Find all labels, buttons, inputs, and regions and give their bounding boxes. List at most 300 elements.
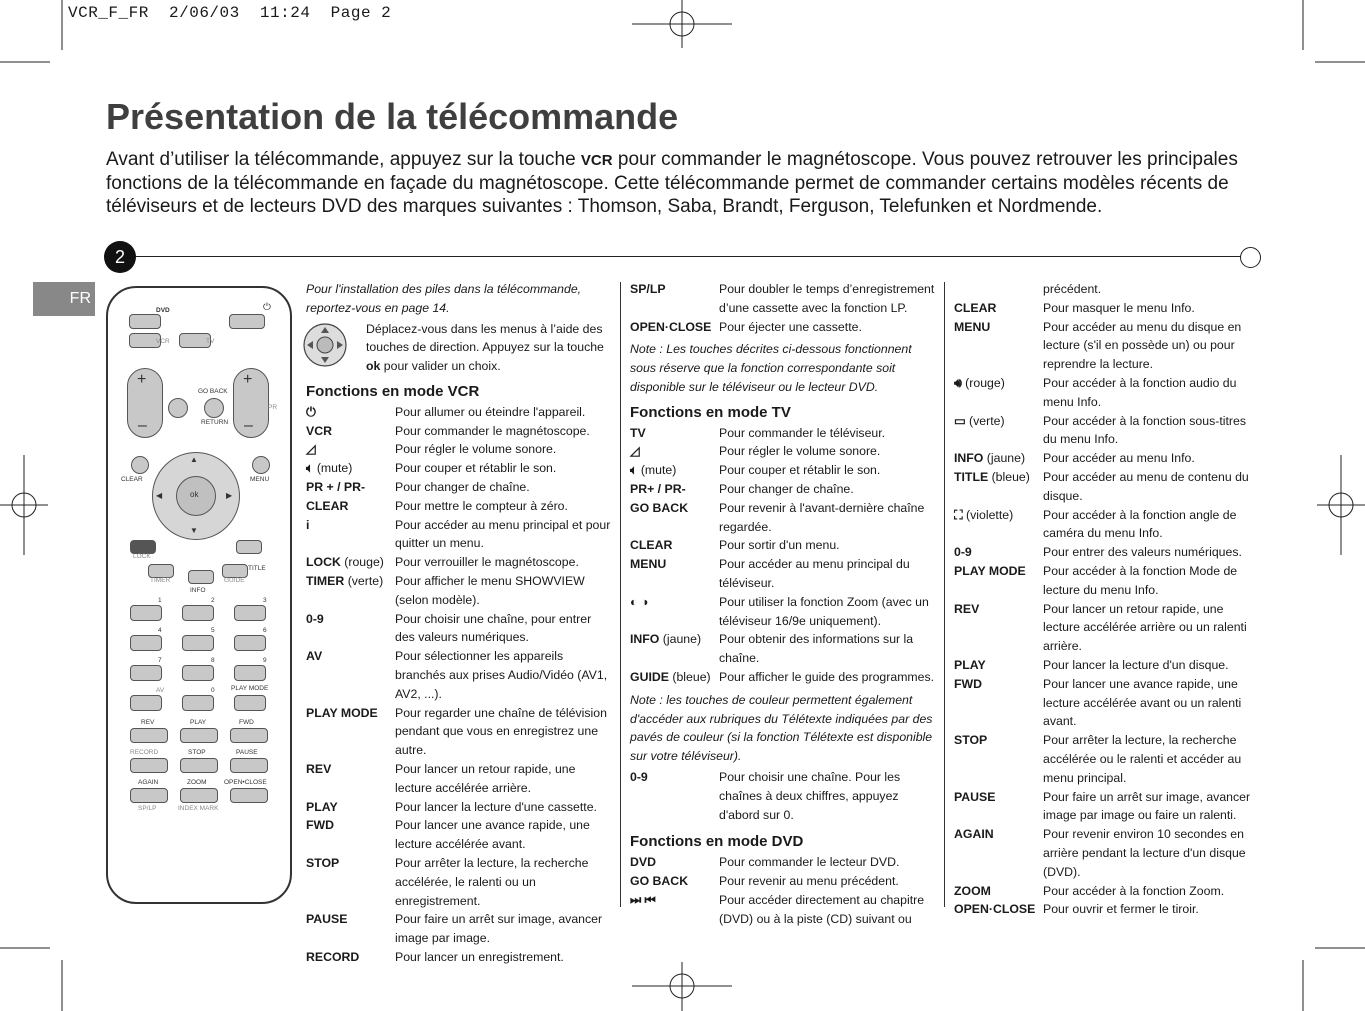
function-key-label: TV (630, 425, 646, 440)
function-key (306, 459, 395, 478)
function-key-label: PAUSE (954, 789, 996, 804)
function-key (954, 299, 1043, 318)
function-key (306, 910, 395, 948)
column-vcr-functions (306, 280, 614, 967)
navigation-ok-key: ok (366, 359, 381, 374)
function-description: Pour faire un arrêt sur image, avancer image par image ou faire un ralenti. (1043, 789, 1251, 823)
remote-rev-button (130, 728, 168, 743)
function-description: Pour lancer la lecture d'une cassette. (395, 799, 597, 814)
function-key (306, 403, 395, 422)
function-key (630, 480, 719, 499)
function-key (954, 825, 1043, 881)
function-key-color-note: (bleue) (991, 469, 1030, 484)
function-row (306, 948, 614, 967)
function-row (954, 299, 1262, 318)
function-key-label: CLEAR (306, 498, 349, 513)
function-key-label: MENU (954, 319, 991, 334)
function-description: Pour commander le lecteur DVD. (719, 855, 900, 870)
function-description: Pour arrêter la lecture, la recherche accélérée, le ralenti ou un enregistrement. (395, 855, 589, 908)
function-key-label: GO BACK (630, 500, 689, 515)
remote-play-button (180, 728, 218, 743)
function-key-label: ◿ (630, 444, 640, 459)
function-row (630, 630, 936, 668)
function-key-label: PLAY (306, 799, 338, 814)
function-key-label: OPEN·CLOSE (630, 319, 712, 334)
function-row (306, 553, 614, 572)
function-row (306, 440, 614, 459)
function-key-label: FWD (306, 818, 334, 833)
function-description: Pour revenir à l'avant-dernière chaîne regardée. (719, 500, 925, 534)
function-key-label: RECORD (306, 949, 360, 964)
direction-pad-icon (306, 320, 372, 370)
remote-label-fwd: FWD (239, 719, 254, 726)
function-description: Pour accéder à la fonction Zoom. (1043, 883, 1225, 898)
function-key (306, 948, 395, 967)
remote-minus-icon: – (138, 417, 147, 434)
function-description: Pour accéder au menu de contenu du disque. (1043, 469, 1249, 503)
function-key-color-note: (violette) (966, 507, 1014, 522)
function-key-color-note: (verte) (347, 573, 384, 588)
remote-label-6: 6 (263, 627, 267, 634)
remote-goback-button (204, 398, 224, 418)
function-row (306, 816, 614, 854)
remote-label-open-close: OPEN•CLOSE (224, 779, 267, 786)
function-key (306, 478, 395, 497)
function-key (630, 668, 719, 687)
function-key-label: VCR (306, 423, 332, 438)
function-description: Pour arrêter la lecture, la recherche accélérée ou le ralenti et accéder au menu principal. (1043, 733, 1242, 785)
function-key-color-note: (rouge) (344, 555, 384, 570)
intro-key-vcr: VCR (580, 152, 613, 169)
remote-fwd-button (230, 728, 268, 743)
function-row (630, 891, 936, 929)
function-description: Pour revenir environ 10 secondes en arrière pendant la lecture d'un disque (DVD). (1043, 827, 1246, 879)
function-key-label: INFO (630, 632, 660, 647)
function-description: Pour sortir d'un menu. (719, 538, 840, 553)
function-description: Pour revenir au menu précédent. (719, 873, 899, 888)
function-key-label: AGAIN (954, 827, 994, 842)
note-color-keys: Note : les touches de couleur permettent également d'accéder aux rubriques du Télétexte indiquées par des pavés de couleur (si la fonction Télétexte est disponible sur votre téléviseur). (630, 692, 933, 764)
remote-label-1: 1 (158, 597, 162, 604)
remote-dvd-button (129, 314, 161, 329)
function-row (630, 318, 936, 337)
function-key-color-note: (jaune) (986, 451, 1026, 466)
remote-label-av: AV (156, 687, 165, 694)
function-key-label: MENU (630, 557, 667, 572)
function-description: Pour mettre le compteur à zéro. (395, 498, 568, 513)
function-key (630, 853, 719, 872)
navigation-text-end: pour valider un choix. (380, 359, 501, 374)
function-key-label: PR + / PR- (306, 479, 366, 494)
function-description: précédent. (1043, 282, 1102, 296)
function-key (954, 449, 1043, 468)
remote-left-arrow-icon: ◀ (156, 491, 163, 500)
function-row (954, 318, 1262, 374)
remote-label-record: RECORD (130, 749, 159, 756)
remote-label-stop: STOP (188, 749, 206, 756)
remote-record-button (130, 758, 168, 773)
function-row (954, 280, 1262, 299)
function-description: Pour couper et rétablir le son. (395, 461, 557, 476)
function-key-label: ⏭ ⏮ (630, 892, 656, 907)
function-key (306, 854, 395, 910)
remote-power-button (229, 314, 265, 329)
function-row (306, 798, 614, 817)
function-key-empty (954, 280, 1043, 299)
function-key-color-note: (jaune) (662, 632, 702, 647)
function-key (954, 468, 1043, 506)
vcr-section-heading: Fonctions en mode VCR (306, 382, 480, 400)
function-key (954, 882, 1043, 901)
navigation-text (366, 320, 614, 376)
remote-label-go-back: GO BACK (198, 388, 228, 395)
function-row (306, 854, 614, 910)
remote-label-4: 4 (158, 627, 162, 634)
remote-timer-button (148, 564, 174, 578)
page-number: 2 (104, 241, 136, 273)
function-description: Pour afficher le menu SHOWVIEW (selon modèle). (395, 573, 585, 607)
remote-label-tv: TV (206, 338, 215, 345)
function-key-label: REV (306, 761, 332, 776)
function-row (954, 543, 1262, 562)
function-row (954, 449, 1262, 468)
function-row (954, 562, 1262, 600)
intro-text-before: Avant d’utiliser la télécommande, appuyez sur la touche (106, 149, 581, 170)
tv-section-heading: Fonctions en mode TV (630, 403, 791, 421)
battery-note: Pour l'installation des piles dans la télécommande, reportez-vous en page 14. (306, 282, 582, 315)
tv-function-list (630, 424, 936, 687)
print-header: VCR_F_FR 2/06/03 11:24 Page 2 (68, 4, 392, 22)
remote-label-info: INFO (190, 587, 206, 594)
function-description: Pour accéder au menu Info. (1043, 451, 1195, 466)
function-description: Pour sélectionner les appareils branchés aux prises Audio/Vidéo (AV1, AV2, ...). (395, 649, 608, 701)
function-row (954, 600, 1262, 656)
function-key (630, 280, 719, 318)
column-divider (944, 282, 945, 907)
intro-text-after: pour commander le magnétoscope. Vous pouvez retrouver les principales fonctions de la télécommande en façade du magnétoscope. Cette télécommande permet de commander certains modèles récents de téléviseurs et de lecteurs DVD des marques suivantes : Thomson, Saba, Brandt, Ferguson, Telefunken et Nordmende. (106, 149, 1238, 217)
function-key (954, 600, 1043, 656)
remote-label-return: RETURN (201, 419, 229, 426)
function-key (954, 318, 1043, 374)
remote-down-arrow-icon: ▼ (190, 526, 198, 535)
function-row (306, 910, 614, 948)
function-description: Pour lancer un retour rapide, une lecture accélérée arrière ou un ralenti arrière. (1043, 601, 1247, 654)
function-description: Pour accéder directement au chapitre (DVD) ou à la piste (CD) suivant ou (719, 892, 925, 926)
navigation-text-main: Déplacez-vous dans les menus à l’aide des touches de direction. Appuyez sur la touche (366, 321, 604, 355)
function-row (954, 900, 1262, 919)
section-rule (136, 256, 1244, 257)
function-row (630, 461, 936, 480)
vcr-function-list (306, 403, 614, 967)
function-description: Pour régler le volume sonore. (395, 442, 557, 457)
function-key-label: TIMER (306, 573, 345, 588)
function-key (630, 424, 719, 443)
page-title: Présentation de la télécommande (106, 96, 679, 137)
function-row (954, 675, 1262, 731)
function-row (306, 403, 614, 422)
function-key-label: CLEAR (630, 538, 673, 553)
remote-label-sp-lp: SP/LP (138, 805, 157, 812)
remote-pause-button (230, 758, 268, 773)
function-row (630, 480, 936, 499)
remote-key-5 (182, 635, 214, 651)
remote-label-ok: ok (190, 490, 199, 499)
remote-power-icon: ⏻ (263, 302, 271, 313)
function-key (306, 704, 395, 760)
function-key-label: AV (306, 649, 323, 664)
function-row (954, 374, 1262, 412)
function-description: Pour couper et rétablir le son. (719, 463, 881, 478)
function-key (306, 647, 395, 703)
function-row (630, 536, 936, 555)
function-description: Pour régler le volume sonore. (719, 444, 881, 459)
function-description: Pour afficher le guide des programmes. (719, 669, 935, 684)
function-description: Pour lancer un retour rapide, une lecture accélérée arrière. (395, 761, 576, 795)
remote-mute-button (168, 398, 188, 418)
function-key-label: STOP (306, 855, 340, 870)
rule-end-circle (1240, 247, 1261, 268)
remote-label-0: 0 (211, 687, 215, 694)
function-description: Pour lancer une avance rapide, une lecture accélérée avant. (395, 818, 590, 852)
function-key (954, 506, 1043, 544)
function-key-color-note: (rouge) (965, 375, 1005, 390)
function-description: Pour accéder à la fonction audio du menu Info. (1043, 375, 1237, 409)
function-key (306, 440, 395, 459)
vcr-function-list-continued (630, 280, 936, 336)
function-row (306, 459, 614, 478)
function-key-label: 0-9 (306, 611, 324, 626)
function-key (954, 656, 1043, 675)
function-description: Pour accéder à la fonction Mode de lecture du menu Info. (1043, 563, 1238, 597)
function-key (954, 731, 1043, 787)
function-key (630, 630, 719, 668)
function-row (630, 499, 936, 537)
function-row (630, 424, 936, 443)
function-row (306, 704, 614, 760)
function-key-label: STOP (954, 733, 988, 748)
remote-right-arrow-icon: ▶ (226, 491, 233, 500)
remote-menu-button (252, 456, 270, 474)
function-key-label: ⛶ (954, 507, 963, 522)
function-row (630, 593, 936, 631)
remote-key-4 (130, 635, 162, 651)
intro-paragraph (106, 148, 1266, 218)
function-description: Pour accéder au menu principal et pour quitter un menu. (395, 517, 611, 551)
function-key (954, 788, 1043, 826)
function-key-label: 🔊︎ (954, 375, 962, 390)
remote-label-rev: REV (141, 719, 155, 726)
remote-label-7: 7 (158, 657, 162, 664)
function-key (630, 891, 719, 929)
function-description: Pour choisir une chaîne, pour entrer des valeurs numériques. (395, 611, 592, 645)
remote-label-5: 5 (211, 627, 215, 634)
function-key-label: FWD (954, 676, 982, 691)
remote-open-close-button (230, 788, 268, 803)
function-description: Pour verrouiller le magnétoscope. (395, 555, 579, 570)
remote-stop-button (180, 758, 218, 773)
function-key (630, 872, 719, 891)
function-key-label: ◐ ◑ (630, 594, 649, 609)
function-description: Pour éjecter une cassette. (719, 319, 862, 334)
remote-label-play-mode: PLAY MODE (231, 685, 269, 692)
function-description: Pour ouvrir et fermer le tiroir. (1043, 902, 1199, 917)
remote-zoom-button (180, 788, 218, 803)
remote-label-play: PLAY (190, 719, 207, 726)
remote-key-7 (130, 665, 162, 681)
function-row (306, 478, 614, 497)
remote-key-8 (182, 665, 214, 681)
remote-key-av (130, 695, 162, 711)
function-key (306, 610, 395, 648)
remote-label-pr: PR (268, 404, 278, 411)
remote-key-1 (130, 605, 162, 621)
remote-guide-button (222, 564, 248, 578)
function-key-label: SP/LP (630, 282, 666, 296)
remote-label-3: 3 (263, 597, 267, 604)
function-key-label: 0-9 (954, 545, 972, 560)
function-key (306, 422, 395, 441)
function-row (306, 572, 614, 610)
function-key (306, 816, 395, 854)
function-description: Pour faire un arrêt sur image, avancer image par image. (395, 912, 603, 946)
function-key-label: GO BACK (630, 873, 689, 888)
remote-label-9: 9 (263, 657, 267, 664)
function-key (954, 412, 1043, 450)
function-key-color-note: (mute) (316, 461, 353, 476)
remote-control-illustration (106, 286, 292, 904)
remote-label-guide: GUIDE (224, 577, 245, 584)
function-row (954, 656, 1262, 675)
remote-label-timer: TIMER (150, 577, 171, 584)
remote-key-6 (234, 635, 266, 651)
function-key (306, 798, 395, 817)
remote-label-again: AGAIN (138, 779, 159, 786)
function-row (954, 825, 1262, 881)
function-row (630, 442, 936, 461)
remote-plus-icon: + (137, 371, 147, 388)
function-description: Pour commander le téléviseur. (719, 425, 886, 440)
function-row (306, 422, 614, 441)
function-description: Pour accéder à la fonction angle de caméra du menu Info. (1043, 507, 1237, 541)
function-key (630, 499, 719, 537)
function-key-label: PLAY (954, 657, 986, 672)
remote-label-pause: PAUSE (236, 749, 258, 756)
function-key-label: i (306, 517, 310, 532)
function-key-color-note: (mute) (640, 463, 677, 478)
language-tab-label: FR (69, 290, 91, 307)
function-key-label: ◿ (306, 442, 316, 457)
function-row (954, 882, 1262, 901)
note-availability: Note : Les touches décrites ci-dessous fonctionnent sous réserve que la fonction correspondante soit disponible sur le téléviseur ou le lecteur DVD. (630, 342, 912, 394)
function-key-label: REV (954, 601, 980, 616)
remote-pr-plus-icon: + (243, 371, 253, 388)
navigation-help (306, 320, 614, 376)
remote-clear-button (131, 456, 149, 474)
function-description: Pour accéder au menu du disque en lecture (s'il en possède un) ou pour reprendre la lecture. (1043, 319, 1242, 372)
function-row (306, 760, 614, 798)
function-row (954, 412, 1262, 450)
function-row (630, 768, 936, 824)
function-description: Pour lancer un enregistrement. (395, 949, 564, 964)
function-row (954, 788, 1262, 826)
remote-label-vcr: VCR (156, 338, 170, 345)
function-row (630, 555, 936, 593)
function-row (954, 468, 1262, 506)
function-key (630, 442, 719, 461)
function-key (630, 593, 719, 631)
function-key (954, 562, 1043, 600)
remote-key-9 (234, 665, 266, 681)
function-key (630, 461, 719, 480)
function-description: Pour entrer des valeurs numériques. (1043, 545, 1242, 560)
function-key-label: CLEAR (954, 300, 997, 315)
function-key-label: DVD (630, 855, 656, 870)
function-description: Pour choisir une chaîne. Pour les chaînes à deux chiffres, appuyez d'abord sur 0. (719, 769, 901, 822)
function-key (306, 516, 395, 554)
remote-label-zoom: ZOOM (187, 779, 207, 786)
function-key (954, 675, 1043, 731)
remote-key-2 (182, 605, 214, 621)
function-key (306, 497, 395, 516)
function-row (630, 872, 936, 891)
function-key-label: INFO (954, 451, 984, 466)
function-key (954, 900, 1043, 919)
remote-up-arrow-icon: ▲ (190, 455, 198, 464)
remote-lock-button (130, 540, 156, 554)
function-description: Pour lancer une avance rapide, une lecture accélérée avant ou un ralenti avant. (1043, 676, 1242, 729)
function-key-label: PAUSE (306, 912, 348, 927)
remote-pr-minus-icon: – (244, 417, 253, 434)
remote-key-3 (234, 605, 266, 621)
remote-label-lock: LOCK (133, 553, 151, 560)
remote-info-button (188, 570, 214, 584)
remote-label-dvd: DVD (156, 307, 170, 314)
function-description: Pour accéder au menu principal du téléviseur. (719, 557, 910, 590)
dvd-function-list (630, 853, 936, 928)
function-key (630, 555, 719, 593)
function-description: Pour regarder une chaîne de télévision pendant que vous en enregistrez une autre. (395, 705, 607, 758)
column-dvd-functions-continued (954, 280, 1262, 919)
function-key (954, 543, 1043, 562)
function-key-label: ▭ (954, 413, 966, 428)
function-key (306, 760, 395, 798)
function-key (630, 536, 719, 555)
function-description: Pour changer de chaîne. (719, 481, 854, 496)
function-key: 0-9 (630, 769, 648, 784)
function-row (954, 731, 1262, 787)
function-description: Pour changer de chaîne. (395, 479, 530, 494)
function-key-label: PLAY MODE (306, 705, 378, 720)
function-description: Pour utiliser la fonction Zoom (avec un téléviseur 16/9e uniquement). (719, 594, 929, 628)
function-key-label: ⏻ (306, 404, 316, 419)
language-tab (33, 282, 95, 316)
column-divider (620, 282, 621, 907)
function-description: Pour lancer la lecture d'un disque. (1043, 657, 1229, 672)
function-key-label: 🔈︎ (630, 463, 638, 478)
function-row (954, 506, 1262, 544)
remote-label-index-mark: INDEX MARK (178, 805, 219, 812)
remote-key-0 (182, 695, 214, 711)
column-tv-functions (630, 280, 936, 928)
remote-label-menu: MENU (250, 476, 270, 483)
function-key-color-note: (bleue) (672, 669, 711, 684)
function-key (306, 553, 395, 572)
function-row (630, 668, 936, 687)
function-description: Pour masquer le menu Info. (1043, 300, 1195, 315)
function-key (630, 318, 719, 337)
remote-key-play-mode (234, 695, 266, 711)
remote-label-clear: CLEAR (121, 476, 143, 483)
